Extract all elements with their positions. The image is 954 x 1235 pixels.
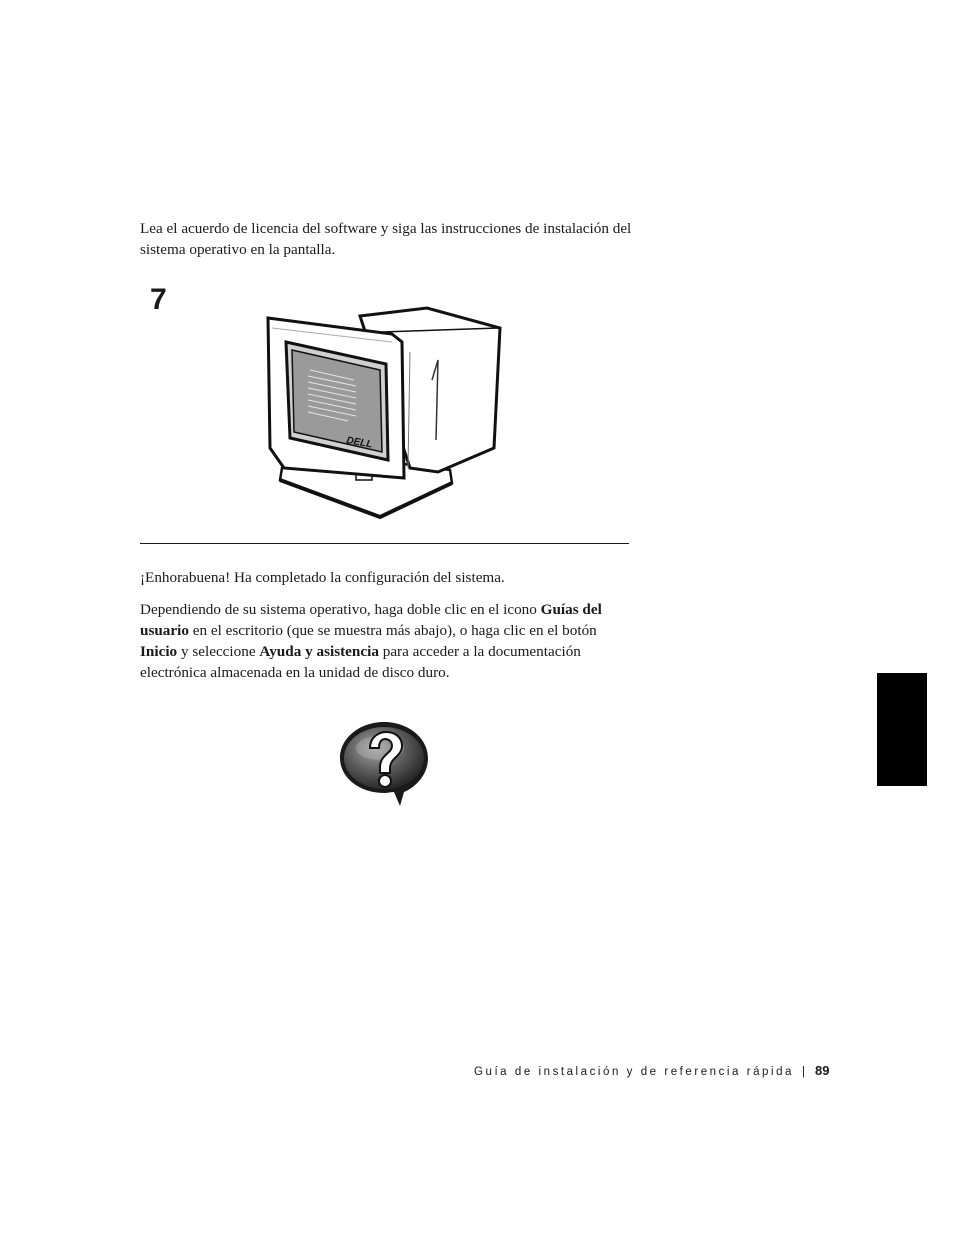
step-number: 7 [150, 283, 167, 316]
dell-logo: DELL [345, 435, 374, 451]
page-number: 89 [814, 1063, 830, 1078]
instructions-text-4: para acceder a la documentación electrónica almacenada en la unidad de disco duro. [140, 643, 581, 681]
footer-separator: | [801, 1066, 805, 1078]
section-divider [140, 543, 629, 544]
chapter-tab-marker [877, 673, 927, 786]
page-footer [474, 1061, 829, 1081]
ayuda-asistencia-term: Ayuda y asistencia [259, 643, 379, 660]
congrats-paragraph: ¡Enhorabuena! Ha completado la configuración del sistema. [140, 569, 505, 586]
instructions-text-2: en el escritorio (que se muestra más abajo), o haga clic en el botón [188, 622, 597, 639]
instructions-text-3: y seleccione [177, 643, 260, 660]
instructions-paragraph [140, 599, 632, 683]
guias-del-usuario-term: Guías del usuario [140, 601, 602, 639]
inicio-term: Inicio [140, 643, 178, 660]
instructions-text-1: Dependiendo de su sistema operativo, haga doble clic en el icono [140, 601, 541, 618]
computer-monitor-icon [262, 300, 507, 525]
footer-title: Guía de instalación y de referencia rápida [474, 1066, 794, 1078]
intro-paragraph: Lea el acuerdo de licencia del software y siga las instrucciones de instalación del sistema operativo en la pantalla. [140, 220, 632, 258]
help-question-icon [336, 718, 432, 810]
